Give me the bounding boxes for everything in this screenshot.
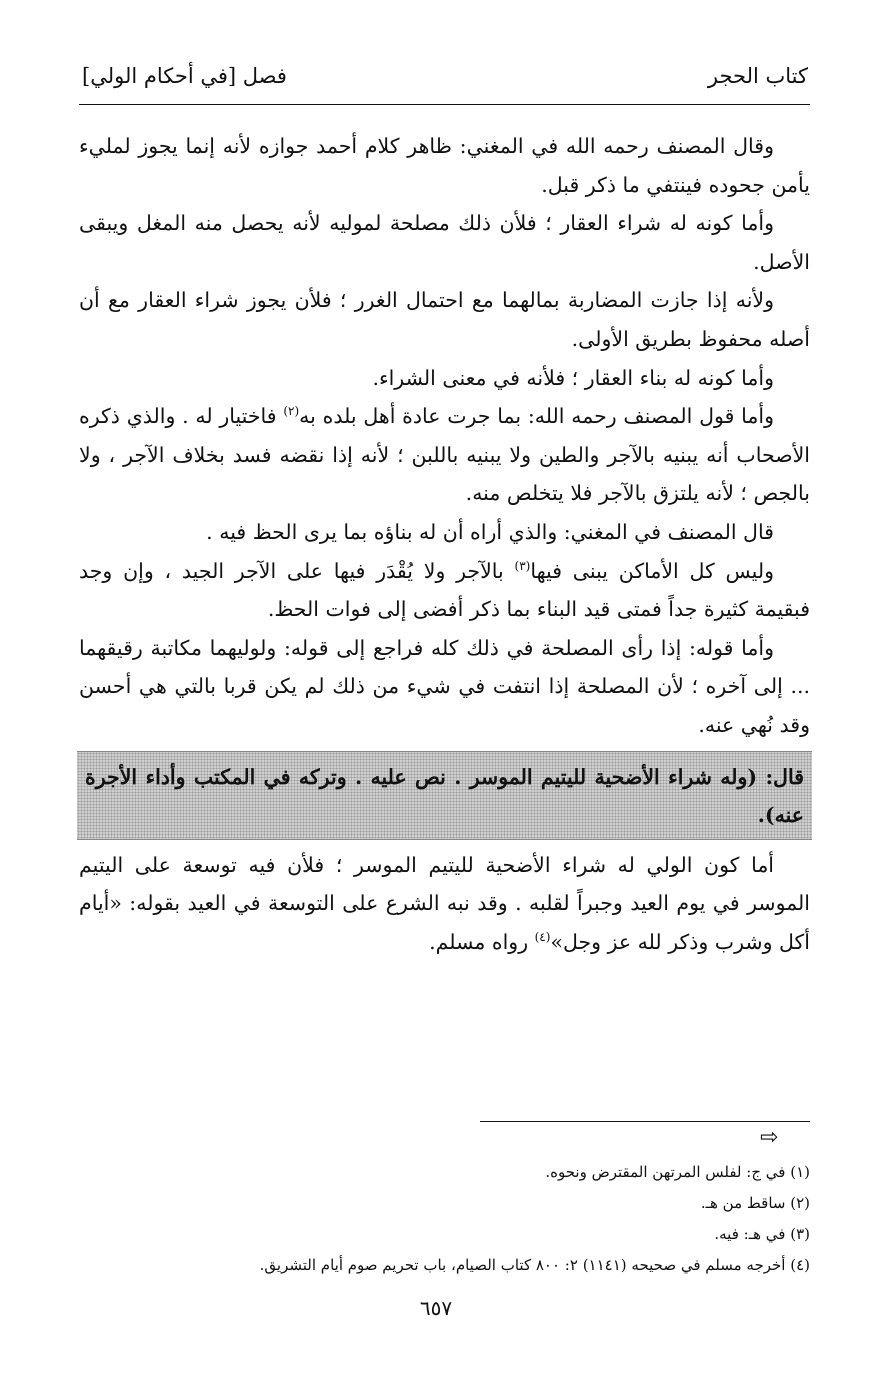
paragraph: وأما قوله: إذا رأى المصلحة في ذلك كله فراجع إلى قوله: ولوليهما مكاتبة رقيقهما ... إلى آخره ؛ لأن المصلحة إذا انتفت في شيء من ذلك لم يكن قربا بالتي هي أحسن وقد نُهي عنه. — [79, 635, 810, 737]
paragraph: وقال المصنف رحمه الله في المغني: ظاهر كلام أحمد جوازه لأنه إنما يجوز لمليء يأمن جحوده فينتفي ما ذكر قبل. — [79, 134, 810, 197]
header-book-title: كتاب الحجر — [707, 64, 808, 88]
page-number: ٦٥٧ — [419, 1296, 453, 1320]
paragraph-text: أما كون الولي له شراء الأضحية لليتيم الموسر ؛ فلأن فيه توسعة على اليتيم الموسر في يوم العيد وجبراً لقلبه . وقد نبه الشرع على التوسعة في العيد بقوله: «أيام أكل وشرب وذكر لله عز وجل» — [79, 852, 810, 954]
paragraph-text: رواه مسلم. — [429, 929, 535, 954]
footnote-ref[interactable]: (٢) — [283, 404, 300, 419]
paragraph — [79, 397, 810, 513]
paragraph-text: فاختيار له . والذي ذكره الأصحاب أنه يبنيه بالآجر والطين ولا يبنيه باللبن ؛ لأنه إذا نقضه فسد بخلاف الآجر ، ولا بالجص ؛ لأنه يلتزق بالآجر فلا يتخلص منه. — [79, 404, 810, 506]
paragraph — [79, 552, 810, 629]
paragraph-text: بالآجر ولا يُقْدَر فيها على الآجر الجيد ، وإن وجد فبقيمة كثيرة جداً فمتى قيد البناء بما ذكر أفضى إلى فوات الحظ. — [79, 558, 810, 622]
main-text — [79, 127, 810, 961]
paragraph: وأما كونه له شراء العقار ؛ فلأن ذلك مصلحة لموليه لأنه يحصل منه المغل ويبقى الأصل. — [79, 211, 810, 274]
footnote-ref[interactable]: (٤) — [534, 930, 551, 945]
paragraph: قال المصنف في المغني: والذي أراه أن له بناؤه بما يرى الحظ فيه . — [206, 519, 774, 544]
footnote: (٤) أخرجه مسلم في صحيحه (١١٤١) ٢: ٨٠٠ كتاب الصيام، باب تحريم صوم أيام التشريق. — [259, 1256, 810, 1274]
header-section-title: فصل [في أحكام الولي] — [82, 64, 287, 88]
header-divider — [79, 104, 810, 105]
running-header — [82, 54, 808, 98]
paragraph-text: وليس كل الأماكن يبنى فيها — [530, 558, 774, 583]
footnote: (٢) ساقط من هـ. — [700, 1194, 810, 1212]
paragraph: ولأنه إذا جازت المضاربة بمالهما مع احتمال الغرر ؛ فلأن يجوز شراء العقار مع أن أصله محفوظ بطريق الأولى. — [79, 288, 810, 351]
paragraph: وأما كونه له بناء العقار ؛ فلأنه في معنى الشراء. — [372, 365, 774, 390]
continue-arrow-icon: ⇨ — [760, 1125, 779, 1150]
paragraph — [79, 846, 810, 962]
highlighted-matn: قال: (وله شراء الأضحية لليتيم الموسر . نص عليه . وتركه في المكتب وأداء الأجرة عنه). — [77, 751, 812, 840]
footnote: (٣) في هـ: فيه. — [714, 1225, 810, 1243]
footnote: (١) في ج: لفلس المرتهن المقترض ونحوه. — [545, 1163, 810, 1181]
footnote-divider — [480, 1121, 810, 1122]
footnotes — [110, 1157, 810, 1281]
paragraph-text: وأما قول المصنف رحمه الله: بما جرت عادة أهل بلده به — [299, 404, 774, 429]
footnote-ref[interactable]: (٣) — [514, 558, 531, 573]
